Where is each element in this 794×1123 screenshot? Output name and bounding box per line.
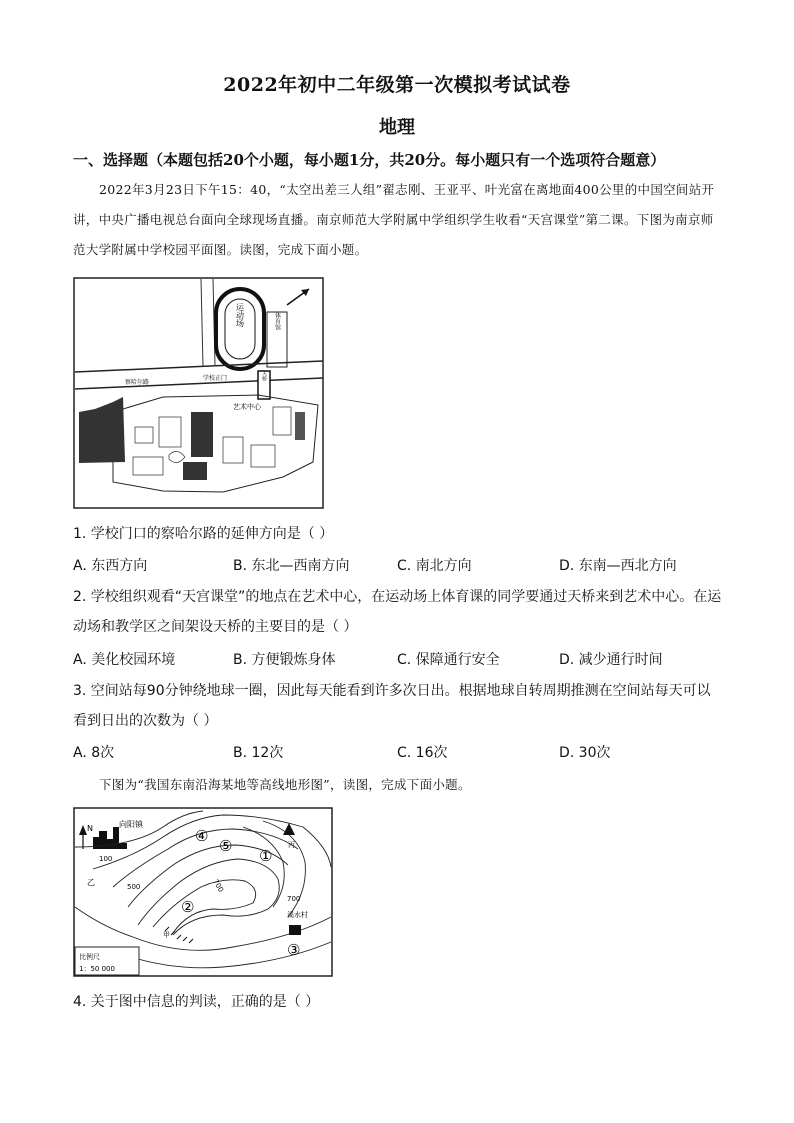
question-2-stem: 2. 学校组织观看“天宫课堂”的地点在艺术中心，在运动场上体育课的同学要通过天桥来到艺术中心。在运动场和教学区之间架设天桥的主要目的是（ ） [73, 589, 722, 635]
mark-1: ① [259, 847, 273, 865]
question-1-stem: 1. 学校门口的察哈尔路的延伸方向是（ ） [73, 526, 334, 542]
stadium-label: 运动场 [235, 303, 245, 327]
section-heading: 一、选择题（本题包括20个小题，每小题1分，共20分。每小题只有一个选项符合题意） [73, 151, 666, 169]
q1-option-c[interactable]: C. 南北方向 [397, 558, 472, 574]
q1-option-a[interactable]: A. 东西方向 [73, 558, 148, 574]
q3-option-c[interactable]: C. 16次 [397, 745, 448, 761]
contour-700-b: 700 [287, 895, 301, 903]
question-2-options [73, 649, 723, 671]
q2-option-d[interactable]: D. 减少通行时间 [559, 652, 663, 668]
scale-value: 1：50 000 [79, 965, 115, 973]
mark-2: ② [181, 898, 195, 916]
point-jia: 甲 [163, 931, 170, 939]
scale-title: 比例尺 [79, 953, 100, 961]
passage-intro-2: 下图为“我国东南沿海某地等高线地形图”，读图，完成下面小题。 [99, 777, 471, 792]
gate-label: 学校正门 [203, 375, 228, 382]
road-label: 察哈尔路 [125, 379, 150, 386]
bridge-label: 天桥 [261, 371, 267, 381]
village-label: 溪水村 [287, 911, 308, 919]
q3-option-a[interactable]: A. 8次 [73, 745, 115, 761]
mark-4: ④ [195, 827, 209, 845]
village-icon [289, 925, 301, 935]
passage-intro-1: 2022年3月23日下午15：40，“太空出差三人组”翟志刚、王亚平、叶光富在离地面400公里的中国空间站开讲，中央广播电视总台面向全球现场直播。南京师范大学附属中学组织学生收看“天宫课堂”第二课。下图为南京师范大学附属中学校园平面图。读图，完成下面小题。 [73, 182, 715, 257]
contour-500: 500 [127, 883, 141, 891]
town-label: 向阳镇 [119, 820, 143, 829]
q1-option-d[interactable]: D. 东南—西北方向 [559, 558, 677, 574]
exam-title: 2022年初中二年级第一次模拟考试试卷 [223, 74, 571, 96]
mountain-label: 丙 [288, 841, 295, 849]
art-center-label: 艺术中心 [233, 403, 261, 411]
question-1-options [73, 555, 723, 577]
question-3-stem: 3. 空间站每90分钟绕地球一圈，因此每天能看到许多次日出。根据地球自转周期推测在空间站每天可以看到日出的次数为（ ） [73, 683, 711, 729]
point-yi: 乙 [87, 878, 95, 887]
campus-map [73, 277, 324, 509]
contour-700-a: 700 [211, 878, 225, 894]
north-label: N [87, 824, 93, 833]
contour-100: 100 [99, 855, 113, 863]
mark-5: ⑤ [219, 837, 233, 855]
q2-option-c[interactable]: C. 保障通行安全 [397, 652, 500, 668]
question-3-options [73, 742, 723, 764]
q2-option-b[interactable]: B. 方便锻炼身体 [233, 652, 336, 668]
mark-3: ③ [287, 941, 301, 959]
q3-option-b[interactable]: B. 12次 [233, 745, 284, 761]
q2-option-a[interactable]: A. 美化校园环境 [73, 652, 176, 668]
question-4-stem: 4. 关于图中信息的判读，正确的是（ ） [73, 994, 320, 1010]
q1-option-b[interactable]: B. 东北—西南方向 [233, 558, 350, 574]
q3-option-d[interactable]: D. 30次 [559, 745, 611, 761]
contour-map [73, 807, 333, 977]
gym-label: 体育馆 [273, 312, 281, 330]
subject-title: 地理 [379, 117, 415, 138]
